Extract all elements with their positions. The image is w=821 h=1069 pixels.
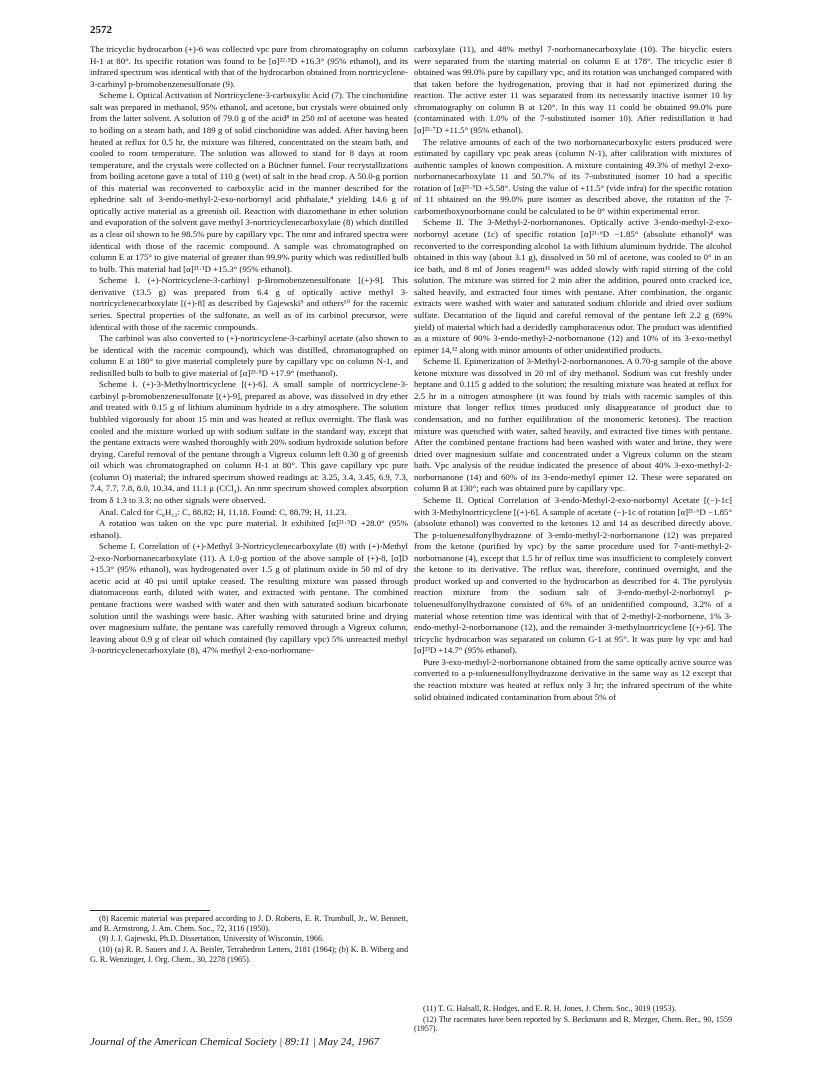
paragraph: Scheme II. Optical Correlation of 3-endo-Methyl-2-exo-norbornyl Acetate [(−)-1c] with 3-Methylnortricyclene [(+)-6]. A sample of acetate (−)-1c of rotation [α]²¹·⁶D −1.85° (absolute ethanol) was converted to the ketones 12 and 14 as described directly above. The p-toluenesulfonylhydrazone of 3-endo-methyl-2-norbornanone (12) was prepared from the ketone (purified by vpc) by the same procedure used for 7-anti-methyl-2-norbornanone (4), except that 1.5 hr of reflux time was insufficient to completely convert the ketone to its derivative. The reflux was, therefore, continued overnight, and the product worked up and converted to the hydrocarbon as described for 4. The pyrolysis reaction mixture from the sodium salt of 3-endo-methyl-2-norbornyl p-toluenesulfonylhydrazone consisted of 6% of an unidentified compound, 3.2% of a material whose retention time was identical with that of 2-methyl-2-norbornene, 1% 3-endo-methyl-2-norbornanone (12), and the remainder 3-methylnortricyclene [(+)-6]. The tricyclic hydrocarbon was separated on column G-1 at 95°. It was pure by vpc and had [α]²³D +14.7° (95% ethanol).: [414, 494, 732, 656]
paragraph: Scheme I. Correlation of (+)-Methyl 3-Nortricyclenecarboxylate (8) with (+)-Methyl 2-exo-Norbornanecarboxylate (11). A 1.0-g portion of the above sample of (+)-8, [α]D +15.3° (95% ethanol), was hydrogenated over 1.5 g of platinum oxide in 50 ml of dry acetic acid at 40 psi until uptake ceased. The resulting mixture was passed through diatomaceous earth, diluted with water, and extracted with pentane. The combined pentane fractions were washed with water and then with saturated sodium bicarbonate solution until the washings were basic. After washing with saturated brine and drying over magnesium sulfate, the pentane was carefully removed through a Vigreux column, leaving about 0.9 g of clear oil which contained (by capillary vpc) 5% unreacted methyl 3-nortricyclenecarboxylate (8), 47% methyl 2-exo-norbornane-: [90, 541, 408, 656]
paragraph: The relative amounts of each of the two norbornanecarboxylic esters produced were estimated by capillary vpc peak areas (column N-1), after calibration with mixtures of authentic samples of known composition. A mixture containing 49.3% of methyl 2-exo-norbornanecarboxylate 11 and 50.7% of its 7-substituted isomer 10 had a specific rotation of [α]²¹·⁵D +5.58°. Using the value of +11.5° (vide infra) for the specific rotation of 11 obtained on the 99.0% pure isomer as described above, the rotation of the 7-carbomethoxynorbornane could be calculated to be 0° within experimental error.: [414, 136, 732, 216]
paragraph: Pure 3-exo-methyl-2-norbornanone obtained from the same optically active source was converted to a p-toluenesulfonylhydrazone derivative in the same way as 12 except that the reaction mixture was heated at reflux only 3 hr; the infrared spectrum of the white solid obtained indicated contamination from about 5% of: [414, 656, 732, 702]
footnote: (8) Racemic material was prepared according to J. D. Roberts, E. R. Trumbull, Jr., W. Bennett, and R. Armstrong, J. Am. Chem. Soc., 72, 3116 (1950).: [90, 914, 408, 933]
footnote: (11) T. G. Halsall, R. Hodges, and E. R. H. Jones, J. Chem. Soc., 3019 (1953).: [423, 1004, 677, 1013]
paragraph: Scheme I. (+)-Nortricyclene-3-carbinyl p-Bromobenzenesulfonate [(+)-9]. This derivative (13.5 g) was prepared from 6.4 g of optically active methyl 3-nortricyclenecarboxylate [(+)-8] as described by Gajewski⁹ and others¹⁰ for the racemic series. Spectral properties of the sulfonate, as well as of its carbinol precursor, were identical with those of the racemic compounds.: [90, 275, 408, 332]
paragraph: Anal. Calcd for C₈H₁₂: C, 88.82; H, 11.18. Found: C, 88.79; H, 11.23.: [99, 506, 347, 517]
paragraph: Scheme II. Epimerization of 3-Methyl-2-norbornanones. A 0.70-g sample of the above ketone mixture was dissolved in 20 ml of dry methanol. Sodium was cut freshly under heptane and 0.115 g added to the solution; the resulting mixture was heated at reflux for 2.5 hr in a nitrogen atmosphere (it was found by trials with racemic samples of this mixture that longer reflux times produced only disappearance of product due to condensation, and no further equilibration of the monomeric ketones). The reaction mixture was quenched with water, salted heavily, and extracted five times with pentane. After the combined pentane fractions had been washed with water and brine, they were dried over magnesium sulfate and concentrated under a Vigreux column on the steam bath. Vpc analysis of the residue indicated the presence of about 40% 3-exo-methyl-2-norbornanone (14) and 60% of its 3-endo-methyl epimer 12. These were separated on column B at 130°; each was obtained pure by capillary vpc.: [414, 356, 732, 494]
footnote-divider: [90, 910, 210, 911]
footnotes-right: [414, 1004, 732, 1035]
paragraph: carboxylate (11), and 48% methyl 7-norbornanecarboxylate (10). The bicyclic esters were separated from the starting material on column E at 178°. The tricyclic ester 8 obtained was 99.0% pure by capillary vpc, and its rotation was unchanged compared with that taken before the hydrogenation, proving that it had not epimerized during the reaction. The active ester 11 was separated from its necessarily inactive isomer 10 by chromatography on column B at 120°. In this way 11 could be obtained 99.0% pure (contaminated with 1.0% of the 7-substituted isomer 10). After redistillation it had [α]²²·⁷D +11.5° (95% ethanol).: [414, 44, 732, 135]
journal-footer: Journal of the American Chemical Society | 89:11 | May 24, 1967: [90, 1036, 380, 1048]
right-column: [414, 44, 732, 703]
paragraph: Scheme I. Optical Activation of Nortricyclene-3-carboxylic Acid (7). The cinchonidine salt was prepared in methanol, 95% ethanol, and acetone, but crystals were obtained only from the latter solvent. A solution of 79.0 g of the acid⁸ in 250 ml of acetone was heated to boiling on a steam bath, and 189 g of solid cinchonidine was added. After having been heated at reflux for 0.5 hr, the mixture was filtered, concentrated on the steam bath, and cooled to room temperature. The solution was allowed to stand for 8 days at room temperature, and the crystals were collected on a Büchner funnel. Four recrystallizations from boiling acetone gave a total of 110 g (wet) of salt in the head crop. A 50.0-g portion of this material was reconverted to carboxylic acid in the manner described for the ephedrine salt of 3-endo-methyl-2-exo-norbornyl acid phthalate,⁴ yielding 14.6 g of optically active material as a greenish oil. Reaction with diazomethane in ether solution and evaporation of the solvent gave methyl 3-nortricyclenecarboxylate (8) which distilled as a clear oil shown to be 98.5% pure by capillary vpc. The nmr and infrared spectra were identical with those of the racemic compound. A sample was chromatographed on column E at 175° to give material of greater than 99.9% purity which was redistilled bulb to bulb. This material had [α]²¹·¹D +15.3° (95% ethanol).: [90, 90, 408, 274]
page-number: 2572: [90, 24, 112, 36]
footnote: (9) J. J. Gajewski, Ph.D. Dissertation, University of Wisconsin, 1966.: [99, 934, 325, 944]
paragraph: Scheme I. (+)-3-Methylnortricyclene [(+)-6]. A small sample of nortricyclene-3-carbinyl p-bromobenzenesulfonate [(+)-9], prepared as above, was dissolved in dry ether and treated with 0.15 g of lithium aluminum hydride in a dry atmosphere. The solution bubbled vigorously for about 15 min and was heated at reflux overnight. The flask was cooled and the mixture worked up with sodium sulfate in the standard way, except that the pentane extracts were washed thoroughly with 20% sodium hydroxide solution before drying. Careful removal of the pentane through a Vigreux column left 0.30 g of greenish oil which was chromatographed on column H-1 at 80°. This gave capillary vpc pure (column O) material; the infrared spectrum showed readings at: 3.25, 3.4, 3.45, 6.9, 7.3, 7.4, 7.7, 7.8, 8.0, 10.34, and 11.1 μ (CCl₄). An nmr spectrum showed complex absorption from δ 1.3 to 3.3; no other signals were observed.: [90, 379, 408, 505]
footnote: (12) The racemates have been reported by S. Beckmann and R. Mezger, Chem. Ber., 90, 1559 (1957).: [414, 1014, 732, 1034]
footnotes-left: [90, 910, 408, 966]
left-column: [90, 44, 408, 657]
paragraph: The carbinol was also converted to (+)-nortricyclene-3-carbinyl acetate (also shown to be identical with the racemic compound), which was distilled, chromatographed on column E at 180° to give material completely pure by capillary vpc on column N-1, and redistilled bulb to bulb to give material of [α]²³·⁵D +17.9° (methanol).: [90, 333, 408, 378]
paragraph: A rotation was taken on the vpc pure material. It exhibited [α]²¹·⁵D +28.0° (95% ethanol).: [90, 518, 408, 540]
paragraph: The tricyclic hydrocarbon (+)-6 was collected vpc pure from chromatography on column H-1 at 80°. Its specific rotation was found to be [α]²²·⁵D +16.3° (95% ethanol), and its infrared spectrum was identical with that of the hydrocarbon obtained from nortricyclene-3-carbinyl p-bromobenzenesulfonate (9).: [90, 44, 409, 89]
footnote: (10) (a) R. R. Sauers and J. A. Beisler, Tetrahedron Letters, 2181 (1964); (b) K. B. Wiberg and G. R. Wenzinger, J. Org. Chem., 30, 2278 (1965).: [90, 945, 408, 964]
paragraph: Scheme II. The 3-Methyl-2-norbornanones. Optically active 3-endo-methyl-2-exo-norbornyl acetate (1c) of specific rotation [α]²¹·⁶D −1.85° (absolute ethanol)⁴ was reconverted to the corresponding alcohol 1a with lithium aluminum hydride. The alcohol obtained in this way (about 3.1 g), dissolved in 50 ml of acetone, was cooled to 0° in an ice bath, and 8 ml of Jones reagent¹¹ was added slowly with rapid stirring of the cold solution. The mixture was stirred for 2 min after the addition, poured onto cracked ice, salted heavily, and extracted four times with pentane. After combination, the organic extracts were washed with water and saturated sodium chloride and dried over sodium sulfate. Decantation of the liquid and careful removal of the pentane left 2.2 g (69% yield) of material which had a decidedly camphoraceous odor. The product was identified as a mixture of 90% 3-endo-methyl-2-norbornanone (12) and 10% of its 3-exo-methyl epimer 14,¹² along with minor amounts of other unidentified products.: [414, 217, 732, 355]
